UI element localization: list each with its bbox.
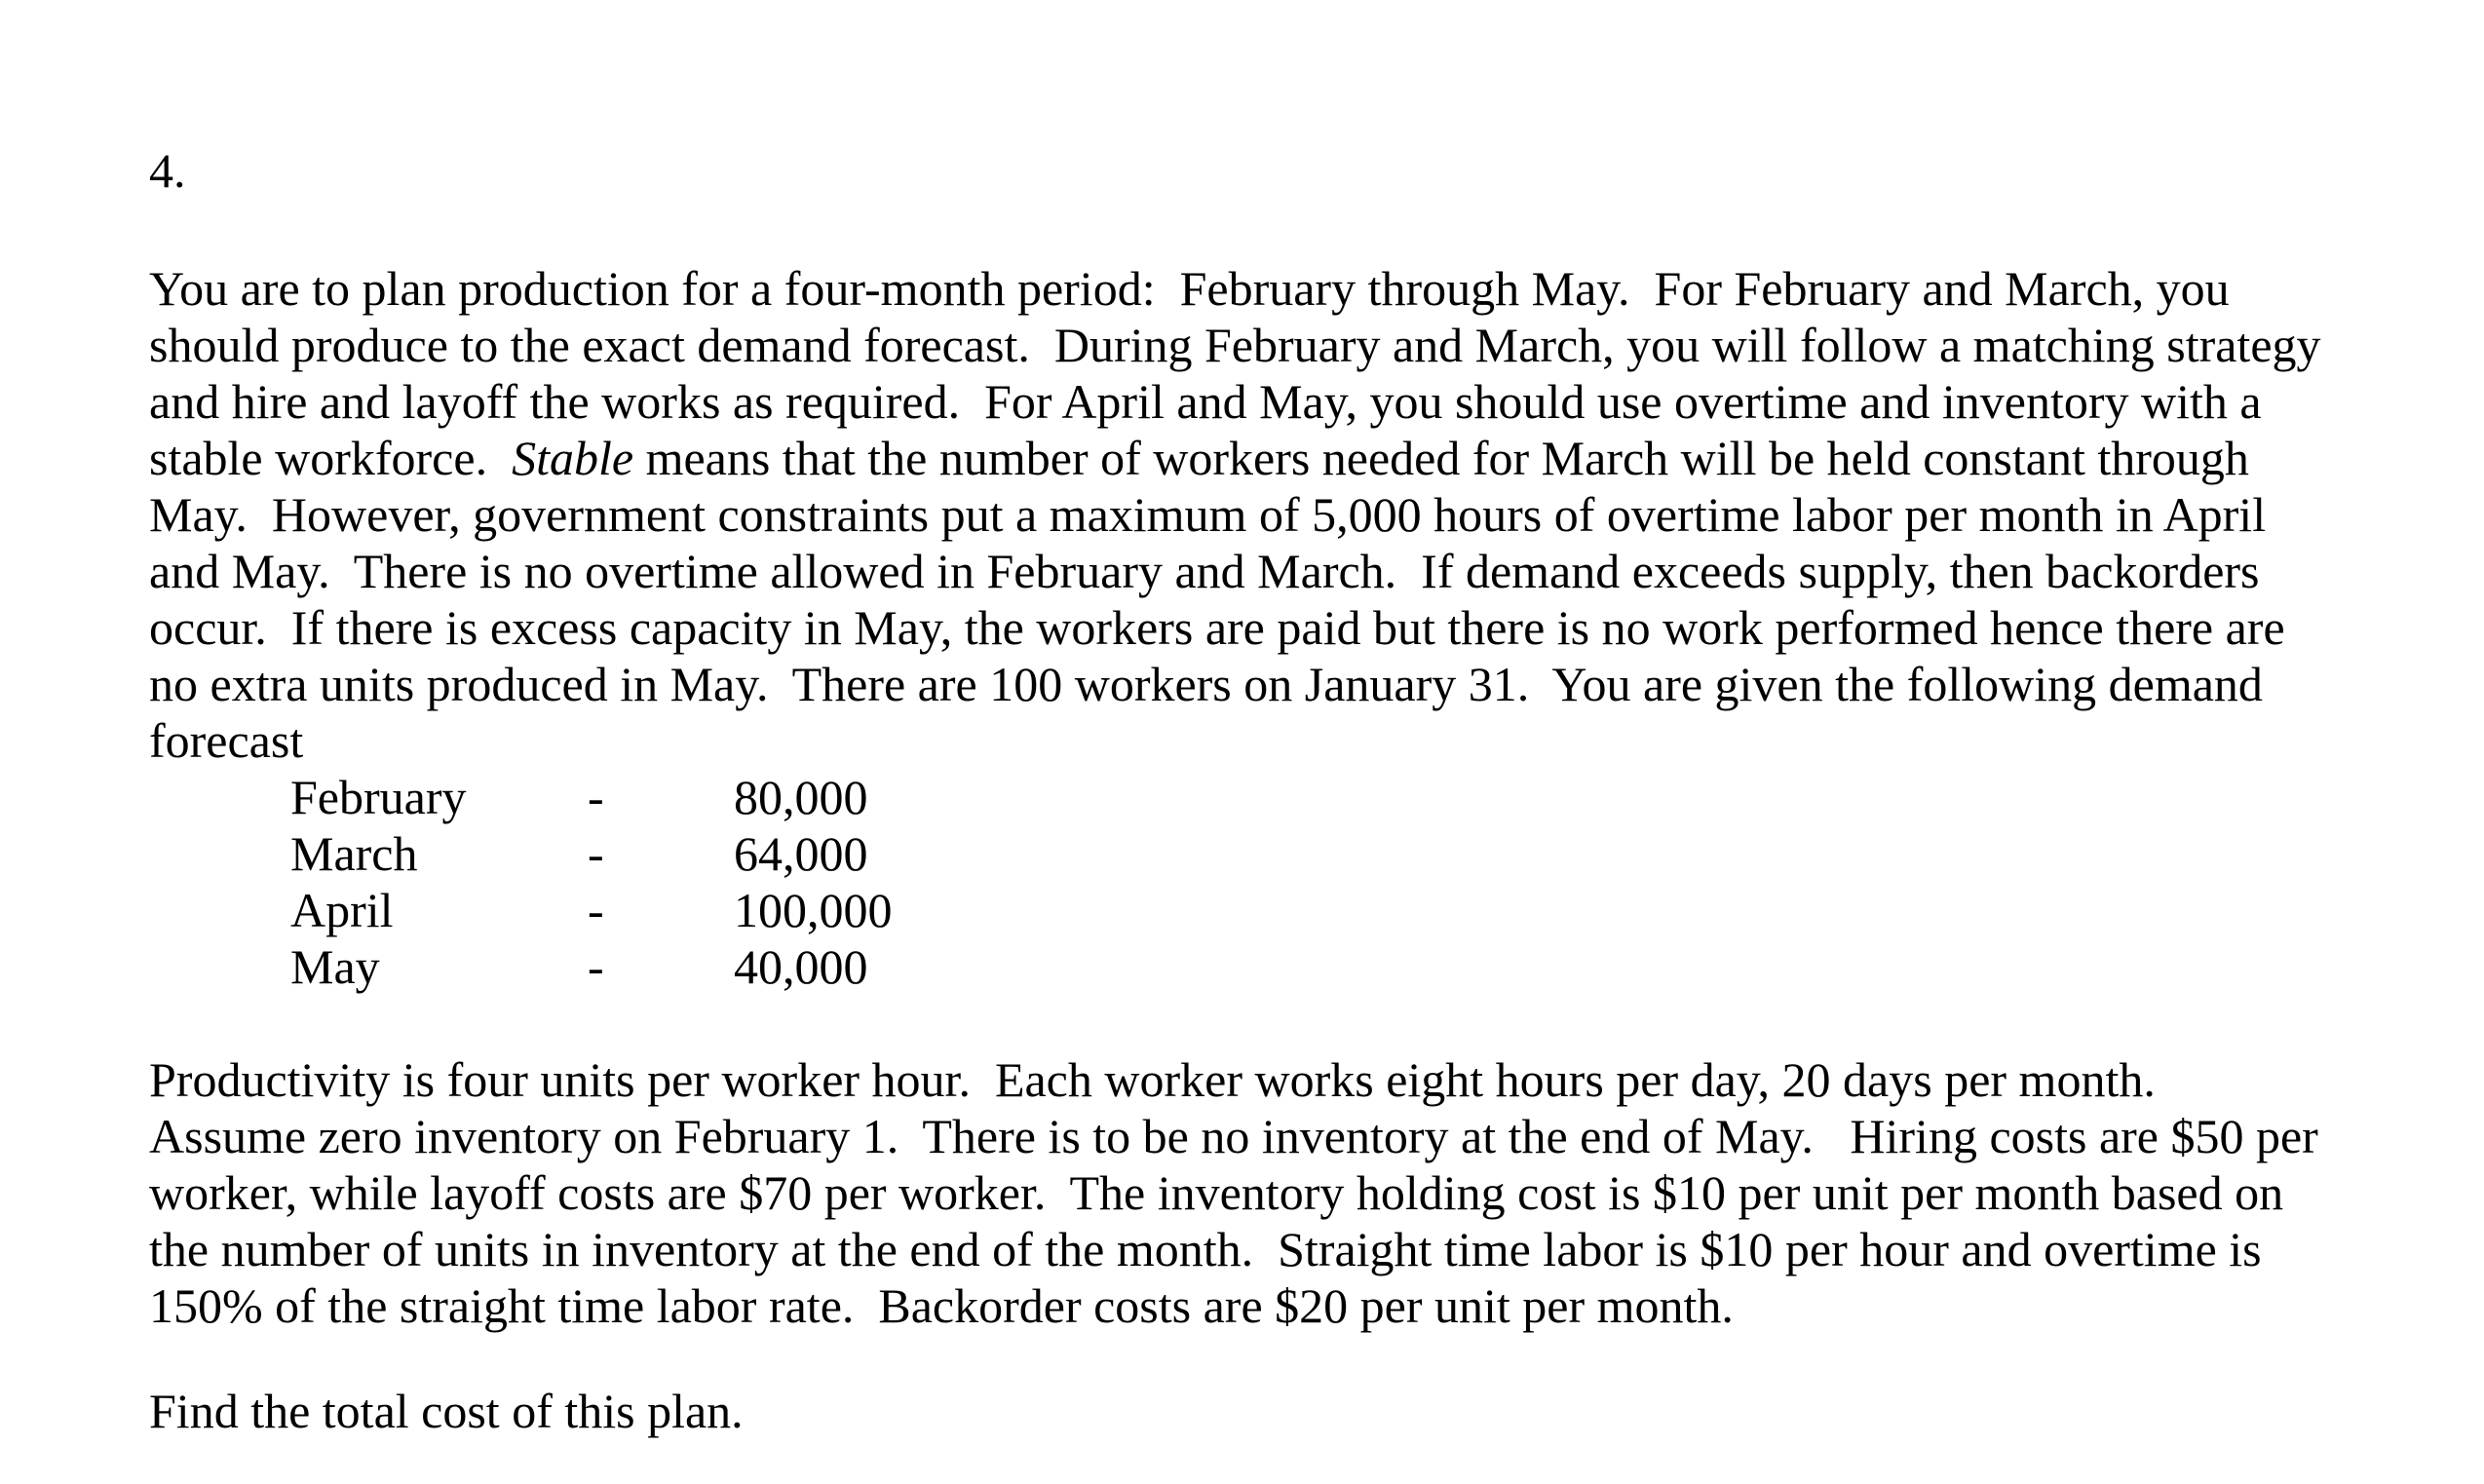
details-line-3: worker, while layoff costs are $70 per worker. The inventory holding cost is $10 per unit per month based on	[149, 1165, 2284, 1220]
demand-row-february	[149, 769, 2396, 825]
demand-month: April	[290, 883, 394, 937]
demand-dash: -	[588, 770, 604, 824]
demand-dash: -	[588, 939, 604, 994]
spacer	[149, 199, 2396, 260]
details-line-4: the number of units in inventory at the end of the month. Straight time labor is $10 per hour and overtime is	[149, 1222, 2262, 1276]
problem-number: 4.	[149, 143, 186, 198]
demand-dash: -	[588, 826, 604, 881]
stable-line-suffix: means that the number of workers needed for March will be held constant through	[633, 431, 2249, 485]
intro-paragraph	[149, 260, 2396, 769]
details-line-5: 150% of the straight time labor rate. Backorder costs are $20 per unit per month.	[149, 1278, 1734, 1333]
demand-row-may	[149, 938, 2396, 995]
demand-value: 80,000	[734, 770, 868, 824]
demand-row-march	[149, 825, 2396, 882]
spacer	[149, 995, 2396, 1051]
demand-row-april	[149, 882, 2396, 938]
demand-value: 64,000	[734, 826, 868, 881]
intro-line-4	[149, 430, 2396, 486]
details-line-2: Assume zero inventory on February 1. There is to be no inventory at the end of May. Hiring costs are $50 per	[149, 1109, 2318, 1163]
intro-line-2: should produce to the exact demand forecast. During February and March, you will follow a matching strategy	[149, 318, 2321, 372]
demand-month: March	[290, 826, 418, 881]
demand-value: 100,000	[734, 883, 893, 937]
details-line-1: Productivity is four units per worker hour. Each worker works eight hours per day, 20 days per month.	[149, 1052, 2156, 1107]
intro-line-9: forecast	[149, 713, 304, 768]
intro-line-3: and hire and layoff the works as required. For April and May, you should use overtime and inventory with a	[149, 374, 2262, 429]
question-line: Find the total cost of this plan.	[149, 1384, 744, 1438]
demand-forecast-table	[149, 769, 2396, 995]
stable-line-prefix: stable workforce.	[149, 431, 513, 485]
details-paragraph	[149, 1051, 2396, 1334]
demand-value: 40,000	[734, 939, 868, 994]
demand-month: May	[290, 939, 380, 994]
intro-line-6: and May. There is no overtime allowed in February and March. If demand exceeds supply, then backorders	[149, 544, 2260, 598]
demand-month: February	[290, 770, 467, 824]
demand-dash: -	[588, 883, 604, 937]
intro-line-5: May. However, government constraints put a maximum of 5,000 hours of overtime labor per month in April	[149, 487, 2267, 542]
intro-line-8: no extra units produced in May. There are 100 workers on January 31. You are given the following demand	[149, 657, 2263, 711]
spacer	[149, 1334, 2396, 1383]
intro-line-1: You are to plan production for a four-month period: February through May. For February and March, you	[149, 261, 2230, 316]
intro-line-7: occur. If there is excess capacity in May, the workers are paid but there is no work performed hence there are	[149, 600, 2285, 655]
stable-word-italic: Stable	[512, 431, 634, 485]
